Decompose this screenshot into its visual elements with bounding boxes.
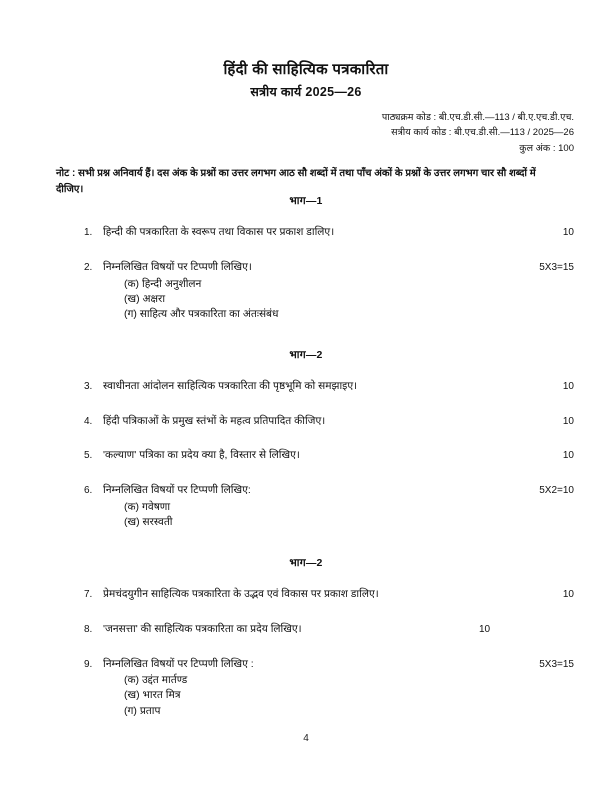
note-text: नोट : सभी प्रश्न अनिवार्य हैं। दस अंक के प्रश्नों का उत्तर लगभग आठ सौ शब्दों में तथा पाँच अंकों के प्रश्नों के उत्तर लगभग चार सौ शब्दों में दीजिए। (56, 168, 536, 195)
question-body (103, 483, 500, 530)
question-text: 'कल्याण' पत्रिका का प्रदेय क्या है, विस्तार से लिखिए। (103, 449, 300, 462)
question-number: 4. (84, 415, 93, 427)
page-title: हिंदी की साहित्यिक पत्रकारिता (223, 61, 389, 78)
question-row (0, 414, 612, 430)
question-marks: 10 (562, 415, 574, 427)
spacer (0, 603, 612, 622)
spacer (0, 322, 612, 348)
page-number: 4 (303, 733, 309, 744)
question-row (0, 657, 612, 719)
question-text: 'जनसत्ता' की साहित्यिक पत्रकारिता का प्रदेय लिखिए। (103, 622, 302, 635)
question-number: 2. (84, 261, 93, 273)
section (0, 194, 612, 322)
question-marks: 10 (562, 450, 574, 462)
question-subitem: (क) हिन्दी अनुशीलन (124, 277, 202, 290)
question-number: 7. (84, 589, 93, 601)
section-heading: भाग—1 (289, 195, 323, 207)
question-text: प्रेमचंदयुगीन साहित्यिक पत्रकारिता के उद्भव एवं विकास पर प्रकाश डालिए। (103, 588, 379, 601)
question-number: 6. (84, 485, 93, 497)
question-row (0, 587, 612, 603)
page-subtitle: सत्रीय कार्य 2025—26 (250, 85, 362, 100)
question-subitem: (ग) प्रताप (124, 704, 161, 717)
question-body (103, 379, 500, 395)
question-text: निम्नलिखित विषयों पर टिप्पणी लिखिए: (103, 484, 251, 497)
question-subitem: (ग) साहित्य और पत्रकारिता का अंतःसंबंध (124, 307, 279, 320)
question-row (0, 483, 612, 530)
question-marks: 5X3=15 (539, 261, 574, 273)
question-marks: 10 (562, 227, 574, 238)
question-marks: 10 (562, 380, 574, 392)
title-block (0, 60, 612, 100)
section (0, 530, 612, 719)
question-subitems (103, 277, 500, 322)
question-body (103, 657, 500, 719)
question-marks: 10 (562, 589, 574, 601)
assignment-code-line: सत्रीय कार्य कोड : बी.एच.डी.सी.—113 / 2025—26 (391, 127, 574, 139)
question-list (0, 225, 612, 322)
spacer (0, 429, 612, 448)
total-marks-line: कुल अंक : 100 (519, 142, 574, 154)
question-text: स्वाधीनता आंदोलन साहित्यिक पत्रकारिता की पृष्ठभूमि को समझाइए। (103, 379, 358, 392)
question-number: 1. (84, 227, 93, 238)
course-code-line: पाठ्यक्रम कोड : बी.एच.डी.सी.—113 / बी.ए.एच.डी.एच. (381, 112, 574, 123)
question-number: 8. (84, 623, 93, 635)
spacer (0, 530, 612, 556)
question-body (103, 622, 469, 638)
question-body (103, 587, 500, 603)
question-body (103, 414, 500, 430)
spacer (0, 208, 612, 225)
question-subitems (103, 673, 500, 718)
spacer (0, 638, 612, 657)
question-marks: 10 (479, 623, 491, 635)
spacer (0, 570, 612, 587)
question-row (0, 448, 612, 464)
sections-container (0, 194, 612, 719)
question-text: निम्नलिखित विषयों पर टिप्पणी लिखिए। (103, 260, 252, 273)
question-row (0, 379, 612, 395)
question-subitem: (ख) अक्षरा (124, 292, 166, 305)
spacer (0, 362, 612, 379)
question-subitem: (क) उद्दंत मार्तण्ड (124, 674, 188, 687)
question-row (0, 622, 612, 638)
question-marks: 5X3=15 (539, 658, 574, 670)
question-number: 5. (84, 450, 93, 462)
question-subitem: (ख) सरस्वती (124, 515, 173, 528)
section-heading: भाग—2 (289, 557, 323, 570)
question-list (0, 587, 612, 719)
question-marks: 5X2=10 (539, 485, 574, 497)
meta-block (382, 110, 574, 156)
question-subitems (103, 500, 500, 530)
question-body (103, 260, 500, 322)
question-subitem: (ख) भारत मित्र (124, 689, 181, 702)
spacer (0, 395, 612, 414)
question-body (103, 225, 500, 241)
question-row (0, 260, 612, 322)
question-number: 3. (84, 380, 93, 392)
question-text: हिन्दी की पत्रकारिता के स्वरूप तथा विकास पर प्रकाश डालिए। (103, 226, 335, 238)
question-text: निम्नलिखित विषयों पर टिप्पणी लिखिए : (103, 657, 254, 670)
question-list (0, 379, 612, 530)
section-heading: भाग—2 (289, 348, 323, 361)
question-number: 9. (84, 658, 93, 670)
question-subitem: (क) गवेषणा (124, 500, 171, 513)
question-body (103, 448, 500, 464)
question-text: हिंदी पत्रिकाओं के प्रमुख स्तंभों के महत्व प्रतिपादित कीजिए। (103, 414, 326, 427)
section (0, 322, 612, 530)
spacer (0, 464, 612, 483)
spacer (0, 241, 612, 260)
question-row (0, 225, 612, 241)
